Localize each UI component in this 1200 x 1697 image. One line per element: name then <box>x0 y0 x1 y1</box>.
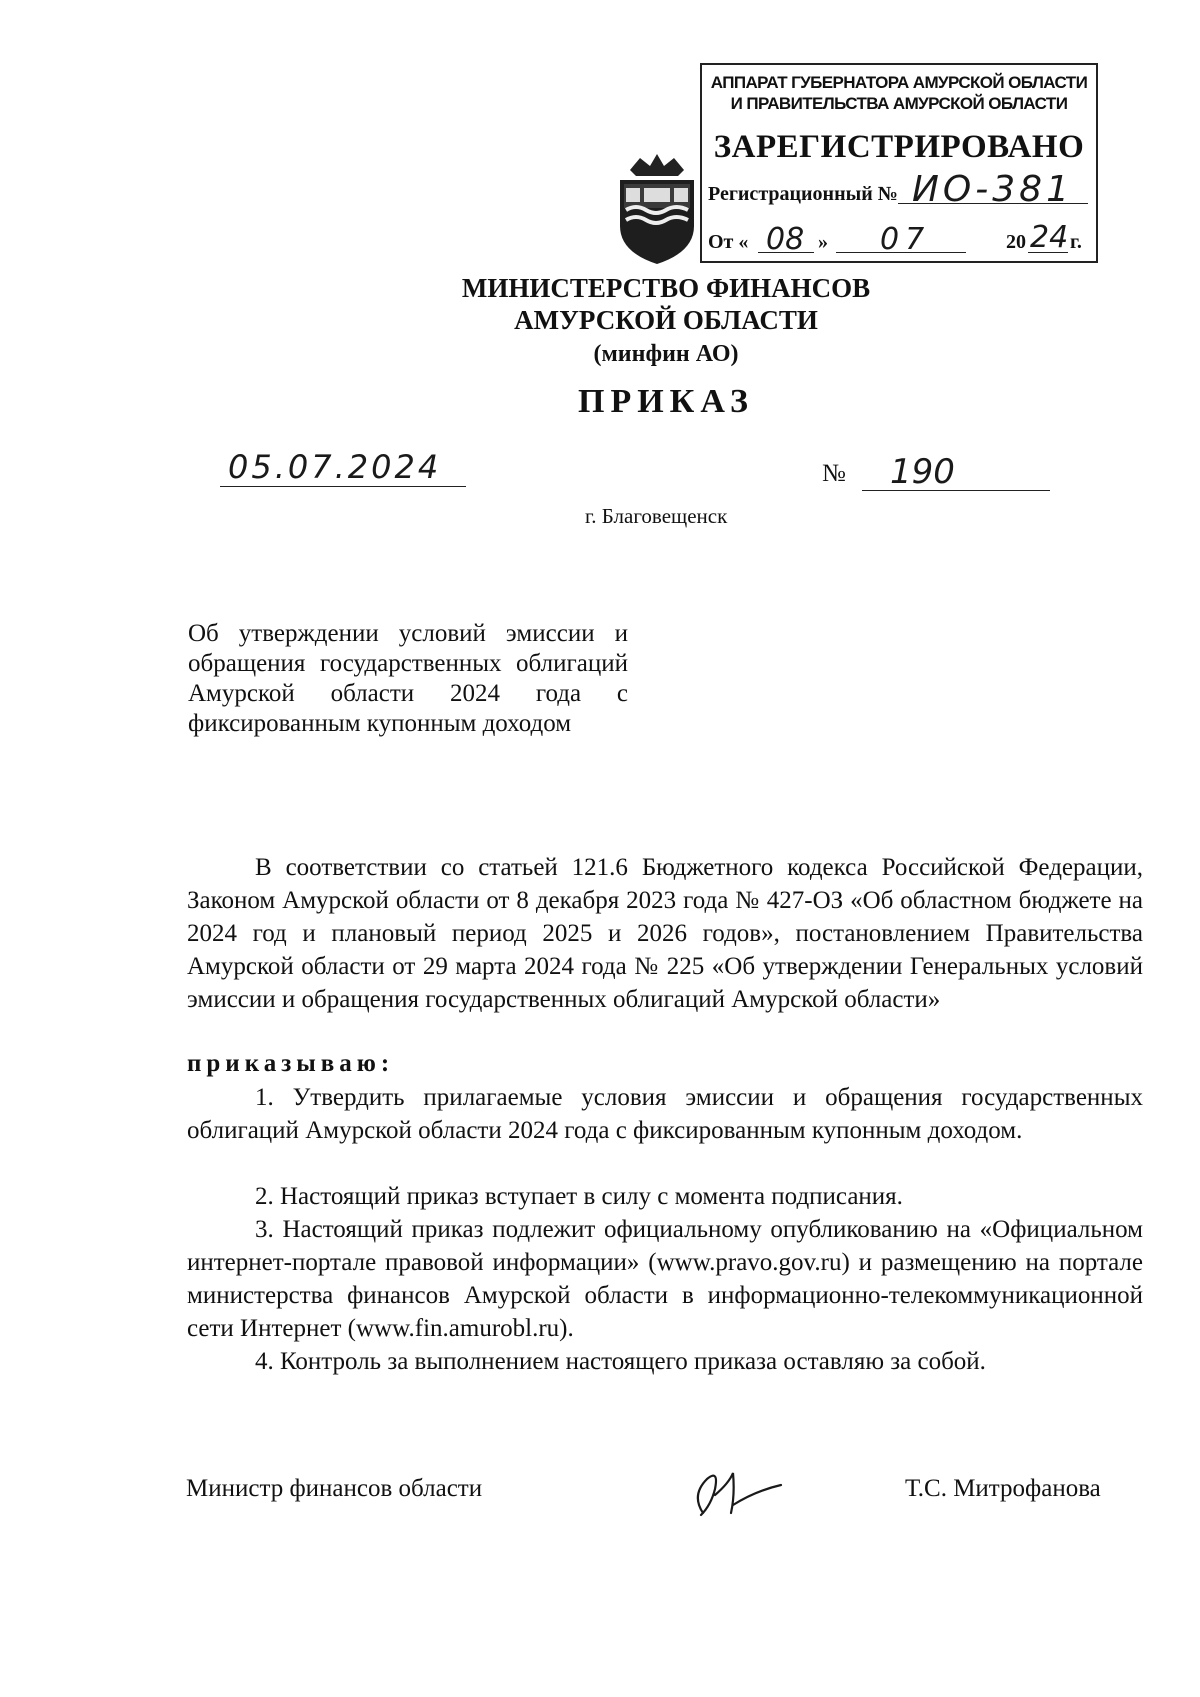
order-date: 05.07.2024 <box>228 448 442 486</box>
signer-position: Министр финансов области <box>186 1475 483 1502</box>
order-date-underline <box>220 486 466 487</box>
order-item-2: 2. Настоящий приказ вступает в силу с момента подписания. <box>255 1183 903 1210</box>
stamp-date-mid: » <box>818 231 828 253</box>
stamp-reg-number: ИО-381 <box>912 169 1073 210</box>
order-item-1: 1. Утвердить прилагаемые условия эмиссии и обращения государственных облигаций Амурской области 2024 года с фиксированным купонным доходом. <box>187 1084 1143 1144</box>
stamp-reg-label: Регистрационный № <box>708 183 898 205</box>
registration-stamp <box>700 63 1098 263</box>
order-keyword: приказываю: <box>187 1050 395 1077</box>
stamp-date-prefix: От « <box>708 231 749 253</box>
order-item-3: 3. Настоящий приказ подлежит официальному опубликованию на «Официальном интернет-портале правовой информации» (www.pravo.gov.ru) и размещению на портале министерства финансов Амурской области в информационно-телекоммуникационной сети Интернет (www.fin.amurobl.ru). <box>187 1216 1143 1342</box>
stamp-year-prefix: 20 <box>1006 231 1026 253</box>
stamp-year-suffix: 24 <box>1030 220 1069 255</box>
handwritten-signature <box>685 1465 795 1525</box>
ministry-name-line2: АМУРСКОЙ ОБЛАСТИ <box>514 305 818 335</box>
stamp-org-line2: И ПРАВИТЕЛЬСТВА АМУРСКОЙ ОБЛАСТИ <box>730 94 1068 113</box>
stamp-year-end: г. <box>1070 231 1082 253</box>
stamp-registered: ЗАРЕГИСТРИРОВАНО <box>713 129 1085 165</box>
stamp-org-line1: АППАРАТ ГУБЕРНАТОРА АМУРСКОЙ ОБЛАСТИ <box>710 73 1088 92</box>
ministry-short-name: (минфин АО) <box>593 341 739 367</box>
order-subject: Об утверждении условий эмиссии и обращения государственных облигаций Амурской области 2024 года с фиксированным купонным доходом <box>188 620 628 737</box>
document-type-title: ПРИКАЗ <box>578 383 754 420</box>
stamp-date-day: 08 <box>766 222 805 257</box>
city: г. Благовещенск <box>585 504 728 528</box>
order-number-label: № <box>822 460 846 487</box>
order-number: 190 <box>890 452 955 492</box>
preamble-paragraph: В соответствии со статьей 121.6 Бюджетного кодекса Российской Федерации, Законом Амурской области от 8 декабря 2023 года № 427-ОЗ «Об областном бюджете на 2024 год и плановый период 2025 и 2026 годов», постановлением Правительства Амурской области от 29 марта 2024 года № 225 «Об утверждении Генеральных условий эмиссии и обращения государственных облигаций Амурской области» <box>187 854 1143 1013</box>
signer-name: Т.С. Митрофанова <box>905 1475 1101 1502</box>
amur-oblast-emblem-icon <box>616 148 698 266</box>
ministry-name-line1: МИНИСТЕРСТВО ФИНАНСОВ <box>461 273 871 303</box>
order-item-4: 4. Контроль за выполнением настоящего приказа оставляю за собой. <box>255 1348 986 1375</box>
stamp-date-month: 07 <box>880 222 931 257</box>
